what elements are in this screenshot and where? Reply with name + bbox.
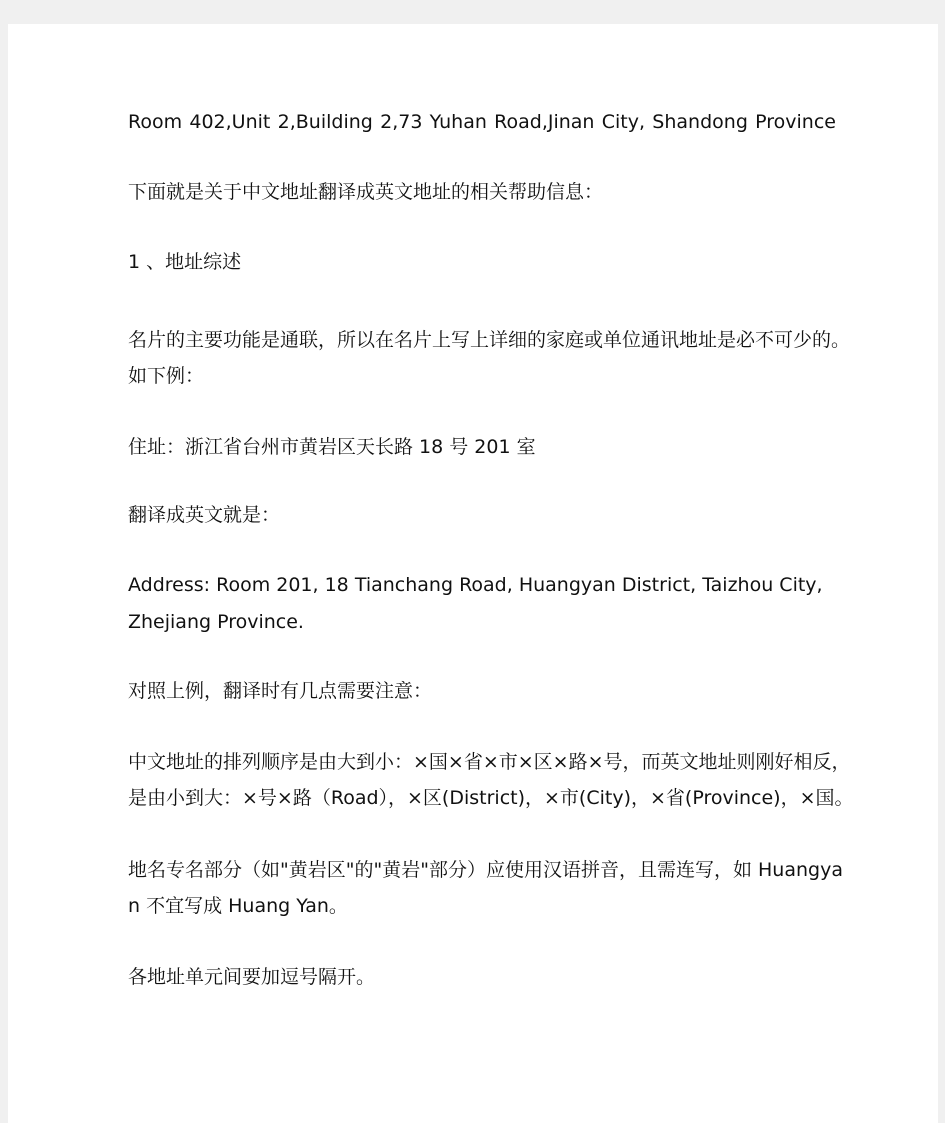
section-heading: 1 、地址综述 <box>128 251 242 273</box>
paragraph-english-address-line1: Address: Room 201, 18 Tianchang Road, Huangyan District, Taizhou City, <box>128 574 823 596</box>
document-page <box>8 24 938 1123</box>
paragraph-pinyin-line2: n 不宜写成 Huang Yan。 <box>128 895 348 917</box>
paragraph-notes-intro: 对照上例，翻译时有几点需要注意： <box>128 680 433 702</box>
paragraph-translation-label: 翻译成英文就是： <box>128 504 281 526</box>
paragraph-comma-note: 各地址单元间要加逗号隔开。 <box>128 966 376 988</box>
paragraph-english-address-line2: Zhejiang Province. <box>128 611 304 633</box>
paragraph-overview-line1: 名片的主要功能是通联，所以在名片上写上详细的家庭或单位通讯地址是必不可少的。 <box>128 329 851 351</box>
paragraph-overview-line2: 如下例： <box>128 365 205 387</box>
paragraph-chinese-address: 住址：浙江省台州市黄岩区天长路 18 号 201 室 <box>128 436 536 458</box>
paragraph-pinyin-line1: 地名专名部分（如"黄岩区"的"黄岩"部分）应使用汉语拼音，且需连写，如 Huangya <box>128 859 843 881</box>
paragraph-order-line1: 中文地址的排列顺序是由大到小：×国×省×市×区×路×号，而英文地址则刚好相反， <box>128 751 851 773</box>
paragraph-intro: 下面就是关于中文地址翻译成英文地址的相关帮助信息： <box>128 181 604 203</box>
paragraph-address-example: Room 402,Unit 2,Building 2,73 Yuhan Road,Jinan City, Shandong Province <box>128 111 836 133</box>
paragraph-order-line2: 是由小到大：×号×路（Road），×区(District)，×市(City)，×省(Province)，×国。 <box>128 787 854 809</box>
